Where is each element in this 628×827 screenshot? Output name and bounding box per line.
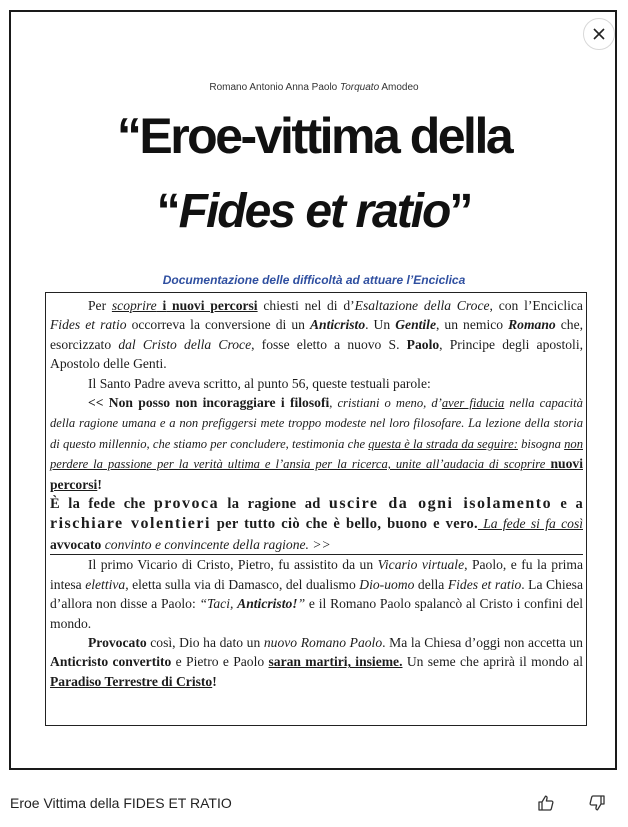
- author-surname: Amodeo: [381, 82, 419, 93]
- title-line-2: [0, 184, 628, 240]
- title-close-quote: ”: [449, 185, 472, 238]
- paragraph-3-quote: << Non posso non incoraggiare i filosofi, cristiani o meno, d’aver fiducia nella capacità della ragione umana e a non prefiggersi mete troppo modeste nel loro filosofare. La lezione della storia di questo millennio, che stiamo per concludere, testimonia che questa è la strada da seguire: bisogna non perdere la passione per la verità ultima e l’ansia per la ricerca, unite all’audacia di scoprire nuovi percorsi!: [50, 395, 583, 492]
- title-open-quote: “: [156, 185, 179, 238]
- paragraph-2: Il Santo Padre aveva scritto, al punto 56, queste testuali parole:: [88, 375, 431, 391]
- paragraph-6: Provocato così, Dio ha dato un nuovo Romano Paolo. Ma la Chiesa d’oggi non accetta un Anticristo convertito e Pietro e Paolo saran martiri, insieme. Un seme che aprirà il mondo al Paradiso Terrestre di Cristo!: [50, 634, 584, 689]
- like-button[interactable]: [535, 792, 557, 814]
- title-line-1: “Eroe-vittima della: [116, 108, 512, 164]
- paragraph-4: È la fede che provoca la ragione ad uscire da ogni isolamento e a rischiare volentieri per tutto ciò che è bello, buono e vero. La fede si fa così avvocato convinto e convincente della ragione. >>: [50, 494, 583, 555]
- image-caption: Eroe Vittima della FIDES ET RATIO: [10, 795, 232, 811]
- close-icon: [592, 27, 606, 41]
- dislike-button[interactable]: [586, 792, 608, 814]
- author-name-italic: Torquato: [340, 82, 380, 93]
- author-line: [0, 82, 628, 93]
- document-text-box: [45, 292, 587, 726]
- author-name: Romano Antonio Anna Paolo: [209, 82, 338, 93]
- thumbs-down-icon: [588, 794, 606, 812]
- paragraph-1: Per scoprire i nuovi percorsi chiesti nel di d’Esaltazione della Croce, con l’Enciclica Fides et ratio occorreva la conversione di un Anticristo. Un Gentile, un nemico Romano che, esorcizzato dal Cristo della Croce, fosse eletto a nuovo S. Paolo, Principe degli apostoli, Apostolo delle Genti.: [50, 298, 584, 372]
- title-fides-et-ratio: Fides et ratio: [178, 185, 450, 238]
- subtitle: Documentazione delle difficoltà ad attuare l’Enciclica: [162, 273, 466, 287]
- close-button[interactable]: [583, 18, 615, 50]
- thumbs-up-icon: [537, 794, 555, 812]
- paragraph-5: Il primo Vicario di Cristo, Pietro, fu assistito da un Vicario virtuale, Paolo, e fu la prima intesa elettiva, eletta sulla via di Damasco, del dualismo Dio-uomo della Fides et ratio. La Chiesa d’allora non disse a Paolo: “Taci, Anticristo!” e il Romano Paolo spalancò al Cristo i confini del mondo.: [50, 557, 583, 631]
